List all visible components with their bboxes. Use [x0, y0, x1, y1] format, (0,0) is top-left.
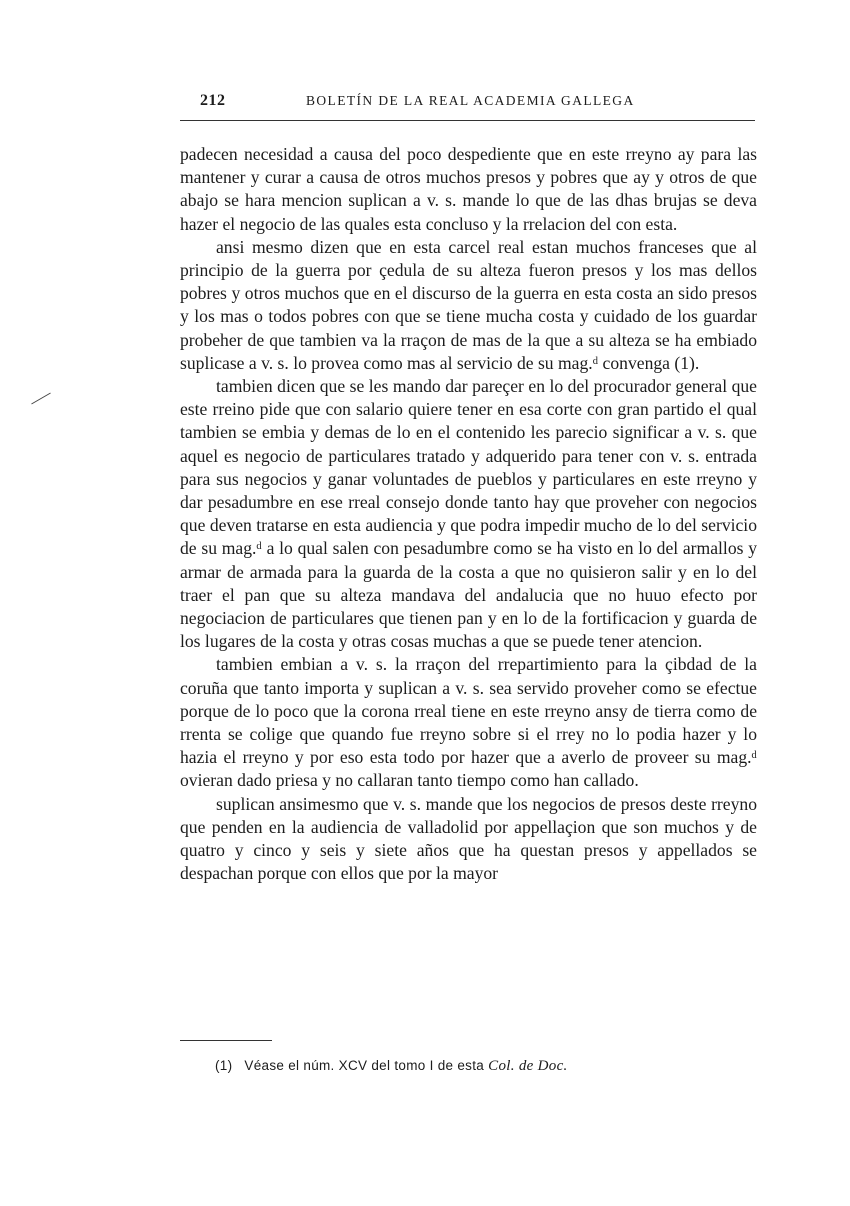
footnote-label: (1): [215, 1058, 233, 1073]
paragraph-1: padecen necesidad a causa del poco despediente que en este rreyno ay para las mantener y curar a causa de otros muchos presos y pobres que ay y otros de que abajo se hara mencion suplican a v. s. mande lo que de las dhas brujas se deva hazer el negocio de las quales esta concluso y la rrelacion del con esta.: [180, 144, 757, 234]
paragraph-2: ansi mesmo dizen que en esta carcel real estan muchos franceses que al principio de la guerra por çedula de su alteza fueron presos y los mas dellos pobres y otros muchos que en el discurso de la guerra en esta costa an sido presos y los mas o todos pobres con que se tiene mucha costa y cuidado de los guardar probeher de que tambien va la rraçon de mas de la que a su alteza se ha embiado suplicase a v. s. lo provea como mas al servicio de su mag.ᵈ convenga (1).: [180, 236, 757, 373]
header-rule: [180, 120, 755, 121]
page-number: 212: [200, 92, 226, 109]
running-title: BOLETÍN DE LA REAL ACADEMIA GALLEGA: [306, 93, 635, 108]
footnote-italic: Col. de Doc.: [488, 1058, 568, 1074]
footnote-rule: [180, 1040, 272, 1041]
paragraph-3: tambien dicen que se les mando dar pareçer en lo del procurador general que este rreino pide que con salario quiere tener en esa corte con gran partido el qual tambien se embia y demas de lo en el contenido les parecio significar a v. s. que aquel es negocio de particulares tratado y adquerido para tener con v. s. entrada para sus negocios y ganar voluntades de pueblos y particulares en este rreyno y dar pesadumbre en ese rreal consejo donde tanto hay que proveher con negocios que deven tratarse en esta audiencia y que podra impedir mucho de lo del servicio de su mag.ᵈ a lo qual salen con pesadumbre como se ha visto en lo del armallos y armar de armada para la guarda de la costa a que no quisieron salir y en lo del traer el pan que su alteza mandava del andalucia que no huuo efecto por negociacion de particulares que tienen pan y en lo de la fortificacion y guarda de los lugares de la costa y otras cosas muchas a que se puede tener atencion.: [180, 376, 757, 652]
paragraph-5: suplican ansimesmo que v. s. mande que los negocios de presos deste rreyno que penden en la audiencia de valladolid por appellaçion que son muchos y de quatro y cinco y seis y siete años que ha questan presos y appellados se despachan porque con ellos que por la mayor: [180, 793, 757, 884]
paragraph-4: tambien embian a v. s. la rraçon del rrepartimiento para la çibdad de la coruña que tanto importa y suplican a v. s. sea servido proveher como se efectue porque de lo poco que la corona rreal tiene en este rreyno ansy de tierra como de rrenta se colige que quando fue rreyno sobre si el rrey no lo podia hazer y lo hazia el rreyno y por eso esta todo por hazer que a averlo de proveer su mag.ᵈ ovieran dado priesa y no callaran tanto tiempo como han callado.: [180, 654, 757, 791]
footnote: [215, 1058, 568, 1075]
body-text: [180, 143, 757, 886]
page-header: [180, 92, 755, 118]
footnote-text: Véase el núm. XCV del tomo I de esta: [244, 1058, 485, 1073]
scan-mark: [31, 393, 51, 405]
